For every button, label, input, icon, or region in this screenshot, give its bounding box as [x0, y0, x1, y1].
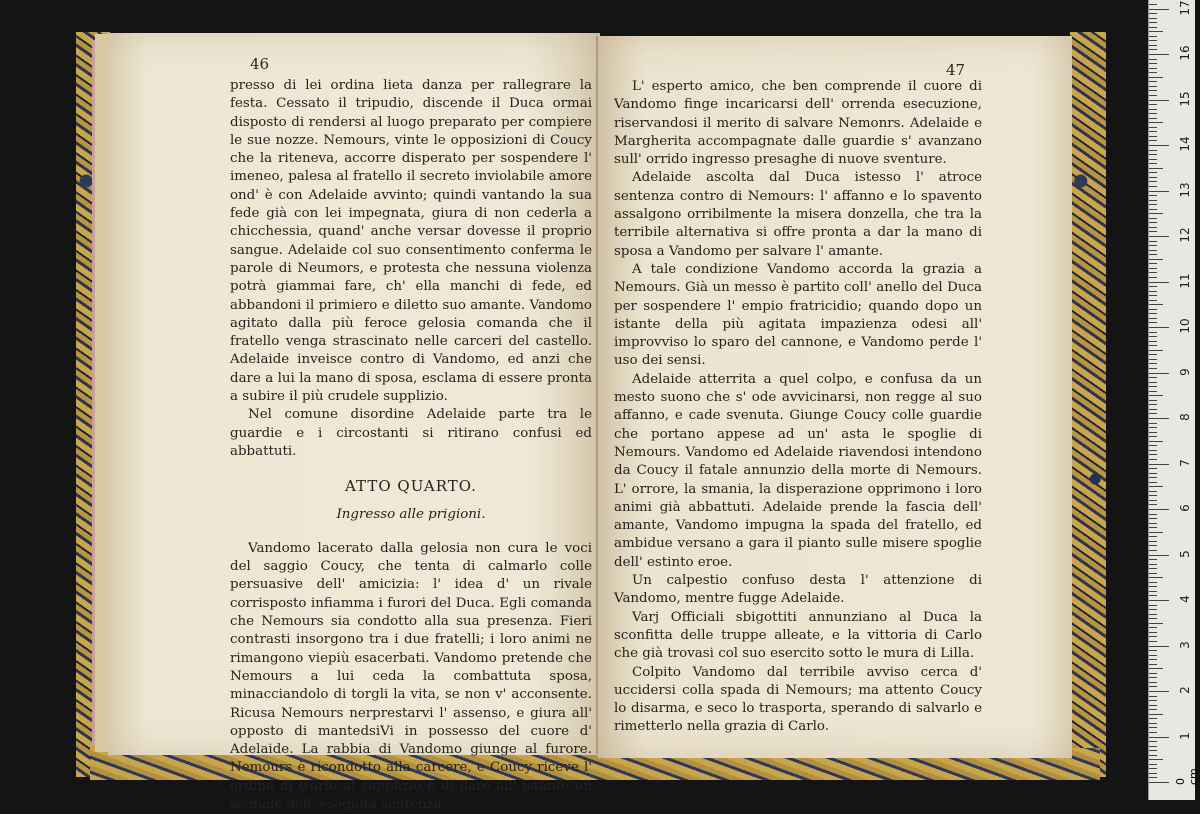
- ruler-label: 12: [1178, 227, 1192, 243]
- ruler-tick: [1149, 409, 1157, 410]
- ruler-tick: [1149, 750, 1157, 751]
- ruler-tick: [1149, 245, 1157, 246]
- ruler-tick: [1149, 509, 1169, 510]
- ruler-tick: [1149, 400, 1157, 401]
- ruler-tick: [1149, 618, 1157, 619]
- right-page: [598, 36, 1072, 758]
- ruler-tick: [1149, 359, 1157, 360]
- ruler-tick: [1149, 145, 1169, 146]
- ruler-label: 6: [1178, 504, 1192, 512]
- ruler-label: 2: [1178, 686, 1192, 694]
- ruler-tick: [1149, 181, 1157, 182]
- ruler-label: 17: [1178, 0, 1192, 16]
- ruler-tick: [1149, 36, 1157, 37]
- ruler-tick: [1149, 150, 1157, 151]
- ruler-tick: [1149, 768, 1157, 769]
- ruler-tick: [1149, 741, 1157, 742]
- ruler-tick: [1149, 222, 1157, 223]
- ruler-tick: [1149, 77, 1163, 78]
- ruler-tick: [1149, 777, 1157, 778]
- ruler-tick: [1149, 31, 1163, 32]
- paragraph: Adelaide atterrita a quel colpo, e confusa da un mesto suono che s' ode avvicinarsi, non regge al suo affanno, e cade svenuta. Giunge Coucy colle guardie che portano appese ad un' asta le spoglie di Nemours. Vandomo ed Adelaide riavendosi intendono da Coucy il fatale annunzio della morte di Nemours. L' orrore, la smania, la disperazione opprimono i loro animi già abbattuti. Adelaide prende la fascia dell' amante, Vandomo impugna la spada del fratello, ed ambidue versano a gara il pianto sulle misere spoglie dell' estinto eroe.: [614, 371, 982, 570]
- ruler-tick: [1149, 773, 1157, 774]
- ruler-label: 4: [1178, 595, 1192, 603]
- ruler-tick: [1149, 291, 1157, 292]
- ruler-tick: [1149, 350, 1163, 351]
- ruler-tick: [1149, 500, 1157, 501]
- ruler-tick: [1149, 131, 1157, 132]
- ruler-tick: [1149, 468, 1157, 469]
- ruler-tick: [1149, 541, 1157, 542]
- ruler-tick: [1149, 495, 1157, 496]
- ruler-tick: [1149, 454, 1157, 455]
- ruler-tick: [1149, 122, 1163, 123]
- ruler-tick: [1149, 573, 1157, 574]
- ruler-tick: [1149, 200, 1157, 201]
- ruler-label: 10: [1178, 318, 1192, 334]
- ruler-tick: [1149, 109, 1157, 110]
- ruler-tick: [1149, 195, 1157, 196]
- ruler-tick: [1149, 336, 1157, 337]
- ruler-tick: [1149, 95, 1157, 96]
- ruler-tick: [1149, 636, 1157, 637]
- ruler-label: 14: [1178, 136, 1192, 152]
- page-number: 46: [250, 55, 270, 73]
- ruler-tick: [1149, 650, 1157, 651]
- ruler-tick: [1149, 586, 1157, 587]
- ruler-tick: [1149, 277, 1157, 278]
- ruler-tick: [1149, 313, 1157, 314]
- ruler-tick: [1149, 737, 1169, 738]
- ruler-tick: [1149, 459, 1157, 460]
- ruler-tick: [1149, 600, 1169, 601]
- ruler-tick: [1149, 755, 1157, 756]
- paragraph: A tale condizione Vandomo accorda la grazia a Nemours. Già un messo è partito coll' anello del Duca per sospendere l' empio fratricidio; quando dopo un istante della più agitata impazienza odesi all' improvviso lo sparo del cannone, e Vandomo perde l' uso dei sensi.: [614, 261, 982, 369]
- ruler-tick: [1149, 491, 1157, 492]
- ruler-tick: [1149, 354, 1157, 355]
- ruler-tick: [1149, 464, 1169, 465]
- paragraph: Un calpestio confuso desta l' attenzione di Vandomo, mentre fugge Adelaide.: [614, 573, 982, 607]
- ruler-tick: [1149, 523, 1157, 524]
- ruler-tick: [1149, 54, 1169, 55]
- ruler-tick: [1149, 241, 1157, 242]
- ruler-tick: [1149, 113, 1157, 114]
- ruler-tick: [1149, 550, 1157, 551]
- ruler-label: 9: [1178, 367, 1192, 376]
- ruler-tick: [1149, 527, 1157, 528]
- ruler-tick: [1149, 623, 1163, 624]
- left-page-text: [230, 77, 592, 814]
- ruler-tick: [1149, 559, 1157, 560]
- ruler-tick: [1149, 322, 1157, 323]
- ruler-tick: [1149, 68, 1157, 69]
- ruler-tick: [1149, 655, 1157, 656]
- ruler-tick: [1149, 391, 1157, 392]
- ruler-tick: [1149, 100, 1169, 101]
- ruler-tick: [1149, 477, 1157, 478]
- ruler-tick: [1149, 709, 1157, 710]
- ruler-tick: [1149, 691, 1169, 692]
- ruler-tick: [1149, 759, 1163, 760]
- ruler-tick: [1149, 450, 1157, 451]
- ruler-label: 3: [1178, 640, 1192, 649]
- ruler-tick: [1149, 300, 1157, 301]
- ruler-tick: [1149, 673, 1157, 674]
- ruler-tick: [1149, 373, 1169, 374]
- marbled-cover-right: [1070, 32, 1106, 777]
- ruler-tick: [1149, 714, 1163, 715]
- measuring-ruler: [1148, 0, 1200, 800]
- ruler-tick: [1149, 445, 1157, 446]
- ruler-label: 15: [1178, 90, 1192, 107]
- ruler-tick: [1149, 432, 1157, 433]
- ruler-tick: [1149, 386, 1157, 387]
- ruler-tick: [1149, 63, 1157, 64]
- ruler-tick: [1149, 682, 1157, 683]
- ruler-tick: [1149, 614, 1157, 615]
- ruler-label: 16: [1178, 45, 1192, 61]
- act-heading: ATTO QUARTO.: [345, 477, 477, 496]
- ruler-tick: [1149, 536, 1157, 537]
- ruler-tick: [1149, 591, 1157, 592]
- ruler-tick: [1149, 286, 1157, 287]
- ruler-tick: [1149, 213, 1163, 214]
- ruler-tick: [1149, 659, 1157, 660]
- ruler-tick: [1149, 764, 1157, 765]
- ruler-tick: [1149, 18, 1157, 19]
- paragraph: Vandomo lacerato dalla gelosia non cura le voci del saggio Coucy, che tenta di calmarlo colle persuasive dell' amicizia: l' idea d' un rivale corrisposto infiamma i furori del Duca. Egli comanda che Nemours sia condotto alla sua presenza. Fieri contrasti insorgono tra i due fratelli; i loro animi ne rimangono viepiù esacerbati. Vandomo pretende che Nemours a lui ceda la combattuta sposa, minacciandolo di torgli la vita, se non v' acconsente. Ricusa Nemours nerprestarvi l' assenso, e giura all' opposto di mantedsiVi in possesso del cuore d' Adelaide. La rabbia di Vandomo giunge al furore. Nemours è ricondotto alla carcere, e Coucy riceve l' ordine di trarlo al supplizio e di dare all' istante un segnale dell' eseguita sentenza.: [230, 540, 592, 812]
- ruler-tick: [1149, 86, 1157, 87]
- ruler-tick: [1149, 677, 1157, 678]
- ruler-label: 11: [1178, 272, 1192, 289]
- ruler-tick: [1149, 332, 1157, 333]
- paragraph: L' esperto amico, che ben comprende il cuore di Vandomo finge incaricarsi dell' orrenda esecuzione, riservandosi il merito di salvare Nemonrs. Adelaide e Margherita accompagnate dalle guardie s' avanzano sull' orrido ingresso presaghe di nuove sventure.: [614, 79, 982, 168]
- ruler-tick: [1149, 127, 1157, 128]
- ruler-tick: [1149, 368, 1157, 369]
- ruler-tick: [1149, 154, 1157, 155]
- ruler-tick: [1149, 518, 1157, 519]
- ruler-tick: [1149, 482, 1157, 483]
- ruler-tick: [1149, 159, 1157, 160]
- ruler-tick: [1149, 646, 1169, 647]
- ruler-tick: [1149, 9, 1169, 10]
- left-page: [108, 33, 600, 812]
- ruler-tick: [1149, 436, 1157, 437]
- ruler-tick: [1149, 186, 1157, 187]
- ruler-tick: [1149, 268, 1157, 269]
- paragraph: presso di lei ordina lieta danza per rallegrare la festa. Cessato il tripudio, discende il Duca ormai disposto di rendersi al luogo preparato per compiere le sue nozze. Nemours, vinte le opposizioni di Coucy che la riteneva, accorre disperato per sospendere l' imeneo, palesa al fratello il secreto inviolabile amore ond' è con Adelaide avvinto; quindi vantando la sua fede già con lei impegnata, giura di non cederla a chicchessia, quand' anche versar dovesse il proprio sangue. Adelaide col suo consentimento conferma le parole di Neumors, e protesta che nessuna violenza potrà giammai fare, ch' ella manchi di fede, ed abbandoni il primiero e diletto suo amante. Vandomo agitato dalla più feroce gelosia comanda che il fratello venga strascinato nelle carceri del castello. Adelaide inveisce contro di Vandomo, ed anzi che dare a lui la mano di sposa, esclama di essere pronta a subire il più crudele supplizio.: [230, 78, 592, 405]
- ruler-tick: [1149, 473, 1157, 474]
- ruler-tick: [1149, 782, 1169, 783]
- ruler-tick: [1149, 40, 1157, 41]
- ruler-tick: [1149, 272, 1157, 273]
- ruler-tick: [1149, 295, 1157, 296]
- paragraph: Varj Officiali sbigottiti annunziano al Duca la sconfitta delle truppe alleate, e la vittoria di Carlo che già trovasi col suo esercito sotto le mura di Lilla.: [614, 609, 982, 662]
- ruler-unit-label: 0 cm: [1174, 768, 1200, 785]
- ruler-tick: [1149, 341, 1157, 342]
- ruler-tick: [1149, 318, 1157, 319]
- ruler-tick: [1149, 595, 1157, 596]
- ruler-tick: [1149, 304, 1163, 305]
- scene-subheading: Ingresso alle prigioni.: [336, 506, 486, 522]
- ruler-label: 1: [1178, 731, 1192, 740]
- ruler-tick: [1149, 382, 1157, 383]
- ruler-tick: [1149, 136, 1157, 137]
- ruler-tick: [1149, 504, 1157, 505]
- ruler-label: 7: [1178, 458, 1192, 467]
- ruler-tick: [1149, 609, 1157, 610]
- ruler-tick: [1149, 545, 1157, 546]
- ruler-tick: [1149, 746, 1157, 747]
- ruler-tick: [1149, 582, 1157, 583]
- ruler-tick: [1149, 191, 1169, 192]
- ruler-tick: [1149, 427, 1157, 428]
- ruler-tick: [1149, 532, 1163, 533]
- ruler-tick: [1149, 700, 1157, 701]
- page-number: 47: [946, 61, 966, 79]
- ruler-tick: [1149, 418, 1169, 419]
- ruler-tick: [1149, 486, 1163, 487]
- paragraph: Nel comune disordine Adelaide parte tra le guardie e i circostanti si ritirano confusi ed abbattuti.: [230, 407, 592, 459]
- ruler-tick: [1149, 641, 1157, 642]
- ruler-tick: [1149, 45, 1157, 46]
- ruler-tick: [1149, 90, 1157, 91]
- ruler-tick: [1149, 718, 1157, 719]
- paragraph: Adelaide ascolta dal Duca istesso l' atroce sentenza contro di Nemours: l' affanno e lo spavento assalgono orribilmente la misera donzella, che tra la terribile alternativa si offre pronta a dar la mano di sposa a Vandomo per salvare l' amante.: [614, 170, 982, 259]
- ruler-tick: [1149, 27, 1157, 28]
- ruler-tick: [1149, 309, 1157, 310]
- right-page-text: [614, 78, 982, 737]
- ruler-tick: [1149, 227, 1157, 228]
- ruler-tick: [1149, 254, 1157, 255]
- ruler-tick: [1149, 81, 1157, 82]
- ruler-tick: [1149, 668, 1163, 669]
- ruler-tick: [1149, 564, 1157, 565]
- ruler-tick: [1149, 13, 1157, 14]
- ruler-tick: [1149, 168, 1163, 169]
- ruler-tick: [1149, 282, 1169, 283]
- ruler-tick: [1149, 514, 1157, 515]
- ruler-tick: [1149, 555, 1169, 556]
- ruler-tick: [1149, 605, 1157, 606]
- ruler-tick: [1149, 327, 1169, 328]
- ruler-tick: [1149, 259, 1163, 260]
- ruler-tick: [1149, 4, 1157, 5]
- ruler-tick: [1149, 345, 1157, 346]
- ruler-tick: [1149, 686, 1157, 687]
- ruler-tick: [1149, 627, 1157, 628]
- ruler-tick: [1149, 363, 1157, 364]
- ruler-tick: [1149, 204, 1157, 205]
- ruler-tick: [1149, 250, 1157, 251]
- ruler-tick: [1149, 377, 1157, 378]
- ruler-tick: [1149, 209, 1157, 210]
- ruler-tick: [1149, 423, 1157, 424]
- ruler-tick: [1149, 263, 1157, 264]
- ruler-tick: [1149, 118, 1157, 119]
- ruler-label: 13: [1178, 181, 1192, 198]
- ruler-tick: [1149, 140, 1157, 141]
- ruler-tick: [1149, 696, 1157, 697]
- ruler-label: 8: [1178, 413, 1192, 421]
- ruler-tick: [1149, 177, 1157, 178]
- ruler-tick: [1149, 218, 1157, 219]
- ruler-tick: [1149, 49, 1157, 50]
- ruler-tick: [1149, 404, 1157, 405]
- ruler-tick: [1149, 163, 1157, 164]
- ruler-tick: [1149, 231, 1157, 232]
- ruler-tick: [1149, 664, 1157, 665]
- ruler-tick: [1149, 236, 1169, 237]
- ruler-tick: [1149, 577, 1163, 578]
- ruler-tick: [1149, 413, 1157, 414]
- ruler-tick: [1149, 727, 1157, 728]
- ruler-label: 5: [1178, 549, 1192, 558]
- ruler-tick: [1149, 59, 1157, 60]
- ruler-tick: [1149, 72, 1157, 73]
- ruler-tick: [1149, 632, 1157, 633]
- ruler-tick: [1149, 705, 1157, 706]
- ruler-tick: [1149, 723, 1157, 724]
- paragraph: Colpito Vandomo dal terribile avviso cerca d' uccidersi colla spada di Nemours; ma attento Coucy lo disarma, e seco lo trasporta, sperando di salvarlo e rimetterlo nella grazia di Carlo.: [614, 664, 982, 735]
- ruler-tick: [1149, 732, 1157, 733]
- ruler-tick: [1149, 104, 1157, 105]
- ruler-tick: [1149, 172, 1157, 173]
- ruler-tick: [1149, 395, 1163, 396]
- ruler-tick: [1149, 22, 1157, 23]
- ruler-tick: [1149, 441, 1163, 442]
- ruler-tick: [1149, 568, 1157, 569]
